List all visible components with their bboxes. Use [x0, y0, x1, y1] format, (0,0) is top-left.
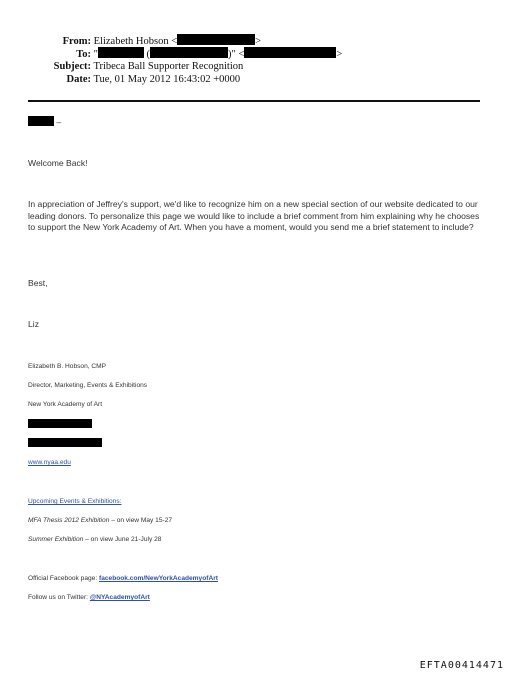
date-line [48, 73, 240, 86]
redaction-box [28, 116, 54, 126]
event-item [28, 535, 161, 544]
from-line [48, 34, 261, 48]
event-name: MFA Thesis 2012 Exhibition [28, 517, 110, 524]
document-id: EFTA00414471 [419, 660, 504, 671]
facebook-line [28, 574, 218, 583]
date-value: Tue, 01 May 2012 16:43:02 +0000 [93, 74, 241, 85]
header-divider [28, 100, 480, 102]
subject-value: Tribeca Ball Supporter Recognition [93, 61, 244, 72]
twitter-link[interactable]: @NYAcademyofArt [89, 594, 150, 601]
date-label: Date: [66, 74, 91, 85]
to-line [48, 47, 342, 61]
facebook-label: Official Facebook page: [28, 575, 99, 582]
twitter-label: Follow us on Twitter: [28, 594, 90, 601]
event-dates: – on view May 15-27 [109, 517, 173, 524]
to-end: > [336, 49, 343, 60]
redaction-box [244, 47, 336, 58]
welcome-line: Welcome Back! [28, 158, 88, 168]
to-bracket: )" < [228, 49, 245, 60]
signature-title: Director, Marketing, Events & Exhibitions [28, 382, 148, 389]
to-label: To: [76, 49, 91, 60]
redaction-box [28, 438, 102, 447]
redaction-box [98, 47, 144, 58]
twitter-line [28, 593, 150, 602]
body-paragraph: In appreciation of Jeffrey's support, we'd like to recognize him on a new special section of our website dedicated to our leading donors. To personalize this page we would like to include a brief comment from him explaining why he chooses to support the New York Academy of Art. When you have a moment, would you send me a brief statement to include? [28, 199, 480, 232]
signoff: Liz [28, 319, 39, 329]
to-quote: " [93, 49, 98, 60]
to-paren: ( [143, 49, 151, 60]
event-name: Summer Exhibition [28, 536, 84, 543]
salutation [28, 116, 61, 129]
redaction-box [28, 419, 92, 428]
redaction-box [177, 34, 255, 45]
from-end: > [255, 36, 262, 47]
from-label: From: [62, 36, 91, 47]
salutation-dash: – [54, 117, 62, 127]
subject-label: Subject: [53, 61, 91, 72]
events-heading-link[interactable]: Upcoming Events & Exhibitions: [28, 498, 122, 505]
facebook-link[interactable]: facebook.com/NewYorkAcademyofArt [99, 575, 218, 582]
from-value: Elizabeth Hobson < [93, 36, 178, 47]
redaction-box [150, 47, 228, 58]
signature-org: New York Academy of Art [28, 401, 103, 408]
subject-line [48, 60, 243, 73]
closing: Best, [28, 278, 48, 288]
signature-name: Elizabeth B. Hobson, CMP [28, 363, 107, 370]
event-item [28, 516, 172, 525]
event-dates: – on view June 21-July 28 [83, 536, 162, 543]
website-link[interactable]: www.nyaa.edu [28, 459, 71, 466]
